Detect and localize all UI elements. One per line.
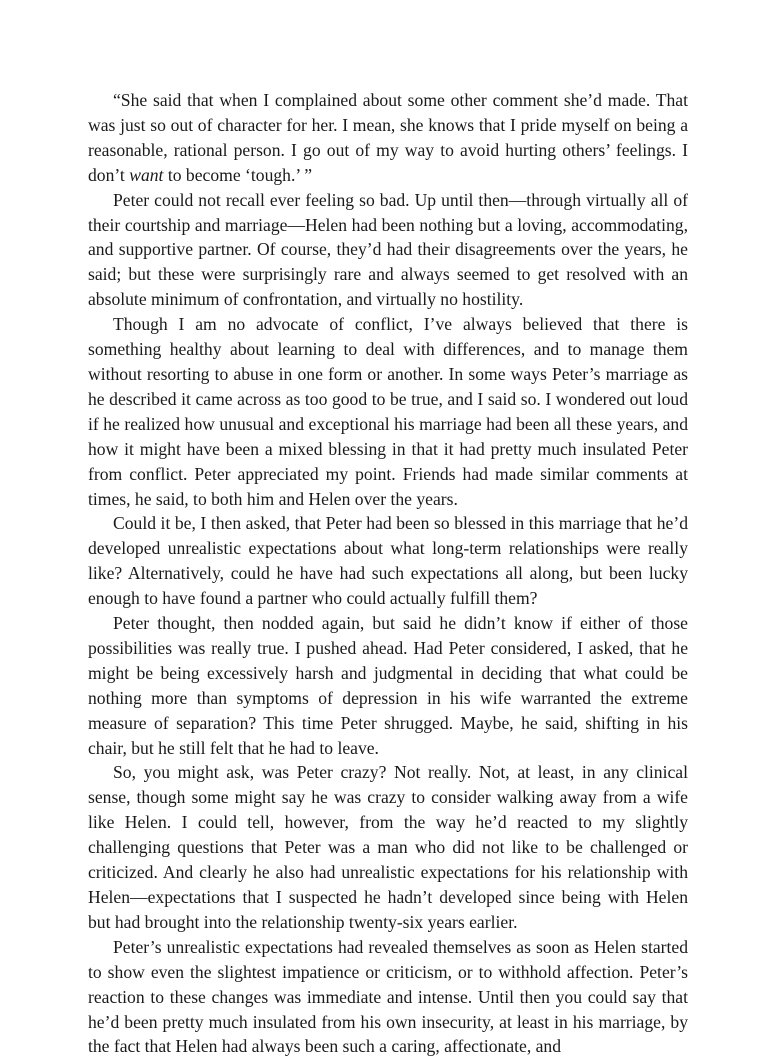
paragraph-7: Peter’s unrealistic expectations had revealed themselves as soon as Helen started to show even the slightest impatience or criticism, or to withhold affection. Peter’s reaction to these changes was immediate and intense. Until then you could say that he’d been pretty much insulated from his own insecurity, at least in his marriage, by the fact that Helen had always been such a caring, affectionate, and [88, 936, 688, 1057]
book-page [88, 88, 688, 1059]
paragraph-1 [88, 88, 688, 188]
paragraph-1-text-after: to become ‘tough.’ ” [163, 164, 313, 185]
paragraph-1-emphasis: want [129, 164, 164, 185]
paragraph-6: So, you might ask, was Peter crazy? Not really. Not, at least, in any clinical sense, though some might say he was crazy to consider walking away from a wife like Helen. I could tell, however, from the way he’d reacted to my slightly challenging questions that Peter was a man who did not like to be challenged or criticized. And clearly he also had unrealistic expectations for his relationship with Helen—expectations that I suspected he hadn’t developed since being with Helen but had brought into the relationship twenty-six years earlier. [88, 762, 688, 932]
paragraph-1-text-before: “She said that when I complained about some other comment she’d made. That was just so out of character for her. I mean, she knows that I pride myself on being a reasonable, rational person. I go out of my way to avoid hurting others’ feelings. I don’t [88, 90, 688, 185]
paragraph-4: Could it be, I then asked, that Peter had been so blessed in this marriage that he’d developed unrealistic expectations about what long-term relationships were really like? Alternatively, could he have had such expectations all along, but been lucky enough to have found a partner who could actually fulfill them? [88, 513, 688, 609]
paragraph-5: Peter thought, then nodded again, but said he didn’t know if either of those possibilities was really true. I pushed ahead. Had Peter considered, I asked, that he might be being excessively harsh and judgmental in deciding that what could be nothing more than symptoms of depression in his wife warranted the extreme measure of separation? This time Peter shrugged. Maybe, he said, shifting in his chair, but he still felt that he had to leave. [88, 613, 688, 758]
paragraph-3: Though I am no advocate of conflict, I’ve always believed that there is something healthy about learning to deal with differences, and to manage them without resorting to abuse in one form or another. In some ways Peter’s marriage as he described it came across as too good to be true, and I said so. I wondered out loud if he realized how unusual and exceptional his marriage had been all these years, and how it might have been a mixed blessing in that it had pretty much insulated Peter from conflict. Peter appreciated my point. Friends had made similar comments at times, he said, to both him and Helen over the years. [88, 314, 688, 509]
paragraph-2: Peter could not recall ever feeling so bad. Up until then—through virtually all of their courtship and marriage—Helen had been nothing but a loving, accommodating, and supportive partner. Of course, they’d had their disagreements over the years, he said; but these were surprisingly rare and always seemed to get resolved with an absolute minimum of confrontation, and virtually no hostility. [88, 189, 688, 310]
